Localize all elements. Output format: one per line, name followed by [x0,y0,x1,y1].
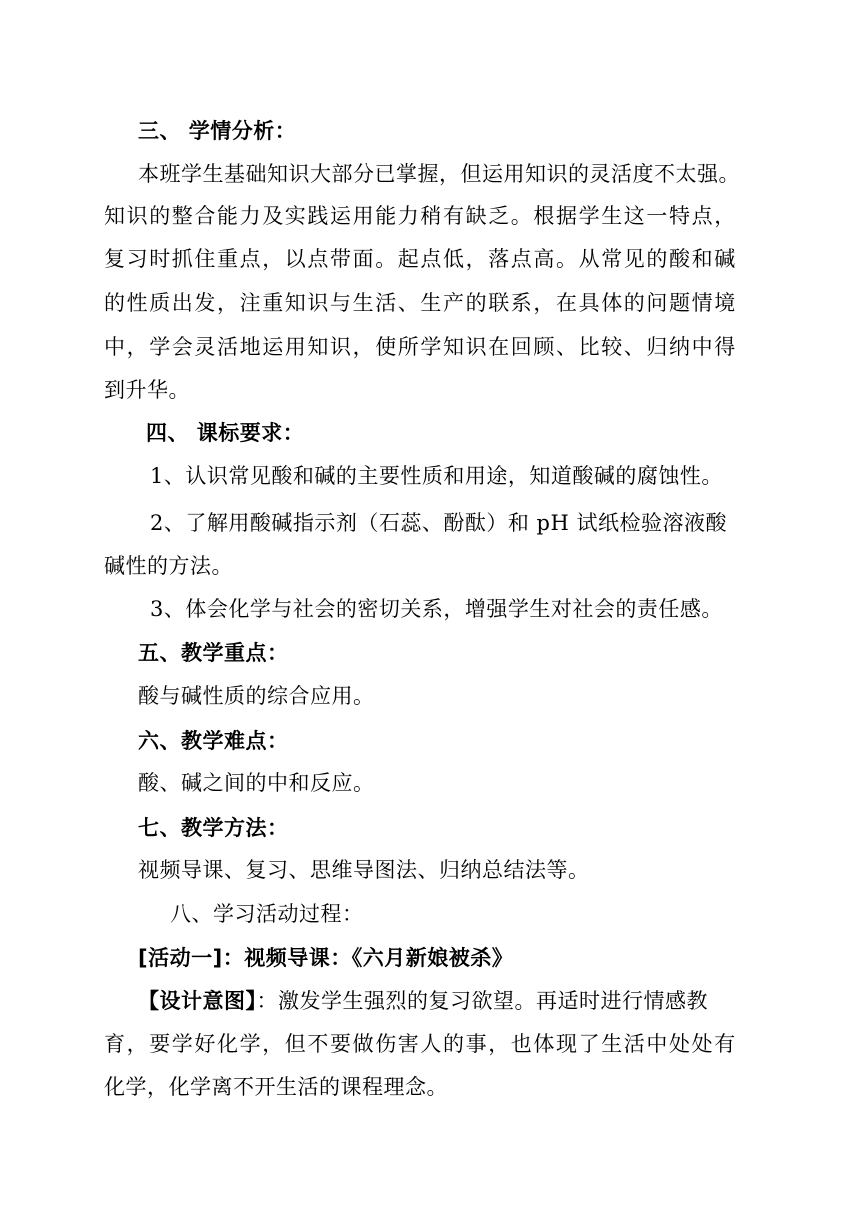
section-4-item-2-line-1: 2、了解用酸碱指示剂（石蕊、酚酞）和 pH 试纸检验溶液酸 [150,511,727,535]
section-8-heading: 八、学习活动过程： [170,902,364,926]
design-intent-line-3: 化学，化学离不开生活的课程理念。 [104,1075,448,1099]
section-3-line-3: 复习时抓住重点，以点带面。起点低，落点高。从常见的酸和碱 [104,247,737,271]
section-3-line-1: 本班学生基础知识大部分已掌握，但运用知识的灵活度不太强。 [138,162,740,186]
section-3-line-6: 到升华。 [104,378,190,402]
section-5-text: 酸与碱性质的综合应用。 [138,684,375,708]
design-intent-label: 【设计意图】 [138,989,257,1013]
section-4-item-3: 3、体会化学与社会的密切关系，增强学生对社会的责任感。 [150,597,723,621]
section-3-heading: 三、 学情分析： [138,119,297,143]
design-intent-line-2: 育，要学好化学，但不要做伤害人的事，也体现了生活中处处有 [104,1032,737,1056]
section-3-line-4: 的性质出发，注重知识与生活、生产的联系，在具体的问题情境 [104,291,737,315]
section-5-heading: 五、教学重点： [138,641,289,665]
section-3-line-5: 中，学会灵活地运用知识，使所学知识在回顾、比较、归纳中得 [104,335,737,359]
section-4-heading: 四、 课标要求： [146,421,305,445]
design-intent-text: ：激发学生强烈的复习欲望。再适时进行情感教 [256,989,708,1013]
section-4-item-1: 1、认识常见酸和碱的主要性质和用途，知道酸碱的腐蚀性。 [150,464,723,488]
section-6-heading: 六、教学难点： [138,729,289,753]
section-7-heading: 七、教学方法： [138,816,289,840]
section-4-item-2-line-2: 碱性的方法。 [104,554,233,578]
design-intent-line-1 [138,986,708,1016]
activity-1-title: [活动一]：视频导课：《六月新娘被杀》 [138,946,514,970]
section-7-text: 视频导课、复习、思维导图法、归纳总结法等。 [138,858,590,882]
section-6-text: 酸、碱之间的中和反应。 [138,771,375,795]
section-3-line-2: 知识的整合能力及实践运用能力稍有缺乏。根据学生这一特点， [104,204,737,228]
